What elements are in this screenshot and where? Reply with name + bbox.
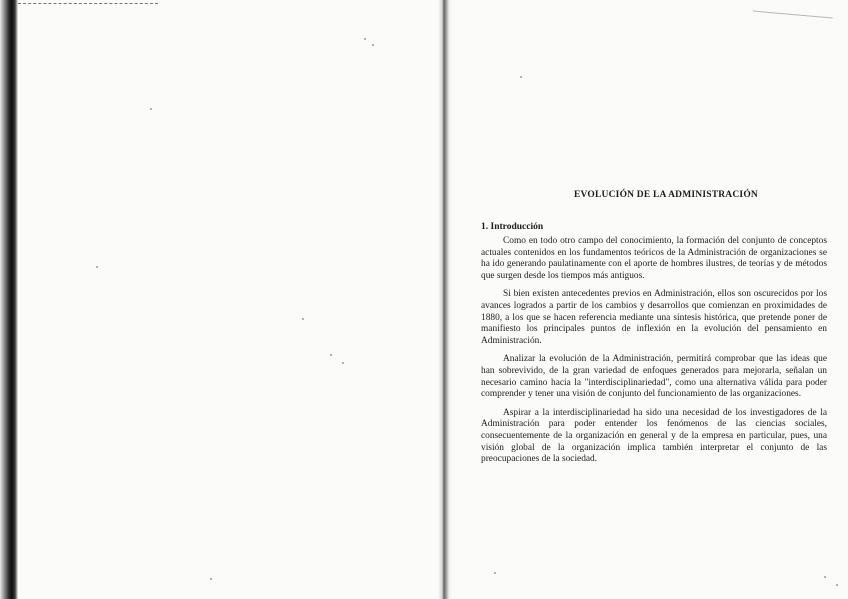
paragraph: Como en todo otro campo del conocimiento, la formación del conjunto de conceptos actuales contenidos en los fundamentos teóricos de la Administración de organizaciones se ha ido generando paulatinamente con el aporte de hombres ilustres, de teorías y de métodos que surgen desde los tiempos más antiguos. [481, 236, 827, 281]
scan-speck [302, 318, 304, 320]
scan-speck [342, 362, 344, 364]
scan-speck [96, 266, 98, 268]
paragraph: Analizar la evolución de la Administración, permitirá comprobar que las ideas que han sobrevivido, de la gran variedad de enfoques generados para mejorarla, señalan un necesario camino hacia la "interdisciplinariedad", como una alternativa válida para poder comprender y tener una visión de conjunto del funcionamiento de las organizaciones. [481, 354, 827, 400]
left-binding-edge [0, 0, 18, 599]
page-fold-gutter [438, 0, 452, 599]
paragraph: Aspirar a la interdisciplinariedad ha sido una necesidad de los investigadores de la Administración para poder entender los fenómenos de las ciencias sociales, consecuentemente de la organización en general y de la empresa en particular, pues, una visión global de la organización implica también interpretar el conjunto de las preocupaciones de la sociedad. [481, 407, 827, 465]
scan-speck [520, 76, 522, 78]
scan-speck [494, 572, 496, 574]
scan-speck [364, 38, 366, 40]
section-heading: 1. Introducción [481, 222, 544, 232]
scan-artifact-mark [751, 11, 832, 35]
scan-speck [150, 108, 152, 110]
scan-speck [836, 584, 838, 586]
paragraph: Si bien existen antecedentes previos en Administración, ellos son oscurecidos por los avances logrados a partir de los cambios y desarrollos que comienzan en proximidades de 1880, a los que se hacen referencia mediante una síntesis histórica, que pretende poner de manifiesto los principales puntos de inflexión en la evolución del pensamiento en Administración. [481, 289, 827, 346]
scan-speck [330, 354, 332, 356]
chapter-title: EVOLUCIÓN DE LA ADMINISTRACIÓN [574, 190, 758, 200]
scan-speck [372, 44, 374, 46]
scan-speck [824, 576, 826, 578]
scan-border-line [18, 3, 158, 4]
scan-speck [210, 578, 212, 580]
right-page-text [481, 190, 827, 473]
